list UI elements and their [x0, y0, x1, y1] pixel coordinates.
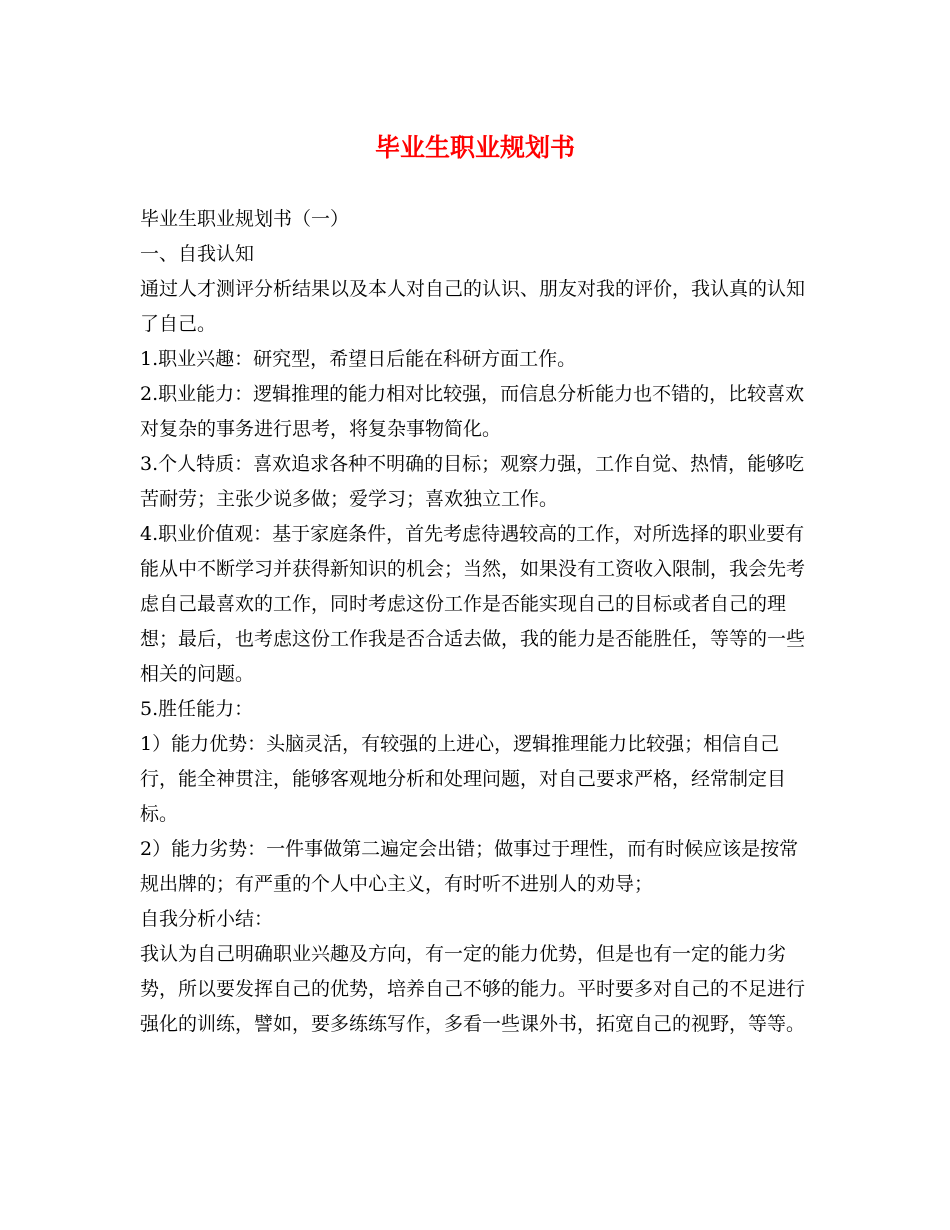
subsection-heading: 一、自我认知	[140, 243, 255, 265]
list-item: 5.胜任能力：	[140, 698, 254, 720]
document-body	[140, 202, 816, 1042]
list-item: 2.职业能力：逻辑推理的能力相对比较强，而信息分析能力也不错的，比较喜欢对复杂的事务进行思考，将复杂事物简化。	[140, 383, 805, 440]
document-title: 毕业生职业规划书	[374, 133, 575, 162]
list-item: 1）能力优势：头脑灵活，有较强的上进心，逻辑推理能力比较强；相信自己行，能全神贯注，能够客观地分析和处理问题，对自己要求严格，经常制定目标。	[140, 733, 787, 825]
subsection-heading: 自我分析小结：	[140, 908, 274, 930]
paragraph: 我认为自己明确职业兴趣及方向，有一定的能力优势，但是也有一定的能力劣势，所以要发挥自己的优势，培养自己不够的能力。平时要多对自己的不足进行强化的训练，譬如，要多练练写作，多看一些课外书，拓宽自己的视野，等等。	[140, 943, 806, 1035]
list-item: 4.职业价值观：基于家庭条件，首先考虑待遇较高的工作，对所选择的职业要有能从中不断学习并获得新知识的机会；当然，如果没有工资收入限制，我会先考虑自己最喜欢的工作，同时考虑这份工作是否能实现自己的目标或者自己的理想；最后，也考虑这份工作我是否合适去做，我的能力是否能胜任，等等的一些相关的问题。	[140, 523, 806, 685]
list-item: 3.个人特质：喜欢追求各种不明确的目标；观察力强，工作自觉、热情，能够吃苦耐劳；主张少说多做；爱学习；喜欢独立工作。	[140, 453, 805, 510]
paragraph: 通过人才测评分析结果以及本人对自己的认识、朋友对我的评价，我认真的认知了自己。	[140, 278, 806, 335]
list-item: 1.职业兴趣：研究型，希望日后能在科研方面工作。	[140, 348, 577, 370]
list-item: 2）能力劣势：一件事做第二遍定会出错；做事过于理性，而有时候应该是按常规出牌的；有严重的个人中心主义，有时听不进别人的劝导；	[140, 838, 799, 895]
section-heading: 毕业生职业规划书（一）	[140, 208, 350, 230]
